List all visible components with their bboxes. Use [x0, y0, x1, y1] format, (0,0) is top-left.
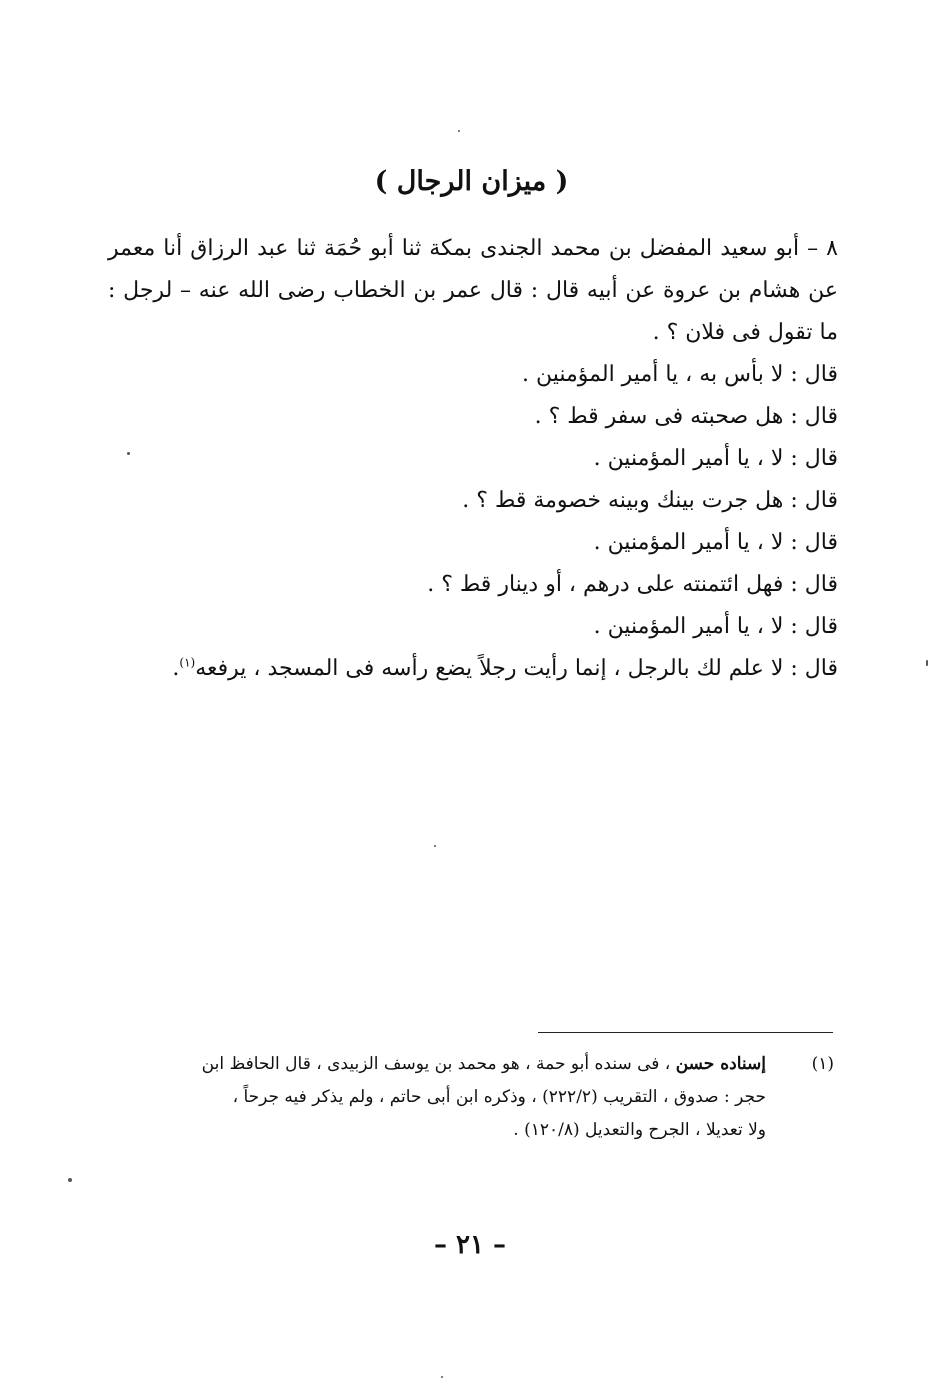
body-text: [108, 228, 838, 690]
scan-speck: [441, 1376, 443, 1378]
scan-speck: [926, 660, 928, 666]
scan-speck: [458, 130, 460, 132]
body-line: قال : لا ، يا أمير المؤمنين .: [593, 614, 838, 639]
body-line: ٨ – أبو سعيد المفضل بن محمد الجندى بمكة ثنا أبو حُمَة ثنا عبد الرزاق أنا معمر: [108, 236, 838, 261]
body-line: قال : لا بأس به ، يا أمير المؤمنين .: [521, 362, 838, 387]
last-line-text: قال : لا علم لك بالرجل ، إنما رأيت رجلاً يضع رأسه فى المسجد ، يرفعه: [195, 656, 838, 681]
scan-speck: [434, 845, 436, 847]
footnote-line: [102, 1048, 766, 1081]
footnote-number: (١): [811, 1054, 834, 1074]
footnote-divider: [538, 1032, 833, 1033]
footnote-marker: (١): [179, 655, 196, 670]
body-line: قال : لا ، يا أمير المؤمنين .: [593, 530, 838, 555]
footnote-line1-rest: ، فى سنده أبو حمة ، هو محمد بن يوسف الزبيدى ، قال الحافظ ابن: [201, 1054, 671, 1074]
footnote-lead: إسناده حسن: [675, 1054, 766, 1074]
last-line-end: .: [172, 656, 180, 681]
body-line: قال : هل صحبته فى سفر قط ؟ .: [534, 404, 838, 429]
footnote-line: حجر : صدوق ، التقريب (٢٢٢/٢) ، وذكره ابن أبى حاتم ، ولم يذكر فيه جرحاً ،: [232, 1087, 766, 1107]
body-line: قال : هل جرت بينك وبينه خصومة قط ؟ .: [462, 488, 838, 513]
scan-speck: [127, 452, 130, 455]
page-title: ( ميزان الرجال ): [374, 166, 569, 197]
body-line: قال : فهل ائتمنته على درهم ، أو دينار قط ؟ .: [427, 572, 838, 597]
footnote-body: [102, 1048, 766, 1147]
scan-speck: [68, 1178, 72, 1182]
body-line: عن هشام بن عروة عن أبيه قال : قال عمر بن الخطاب رضى الله عنه – لرجل :: [108, 278, 838, 303]
body-line: ما تقول فى فلان ؟ .: [652, 320, 838, 345]
body-line: قال : لا ، يا أمير المؤمنين .: [593, 446, 838, 471]
footnote-line: ولا تعديلا ، الجرح والتعديل (١٢٠/٨) .: [513, 1120, 766, 1140]
body-line-last: [108, 648, 838, 690]
page-number: – ٢١ –: [433, 1230, 507, 1260]
